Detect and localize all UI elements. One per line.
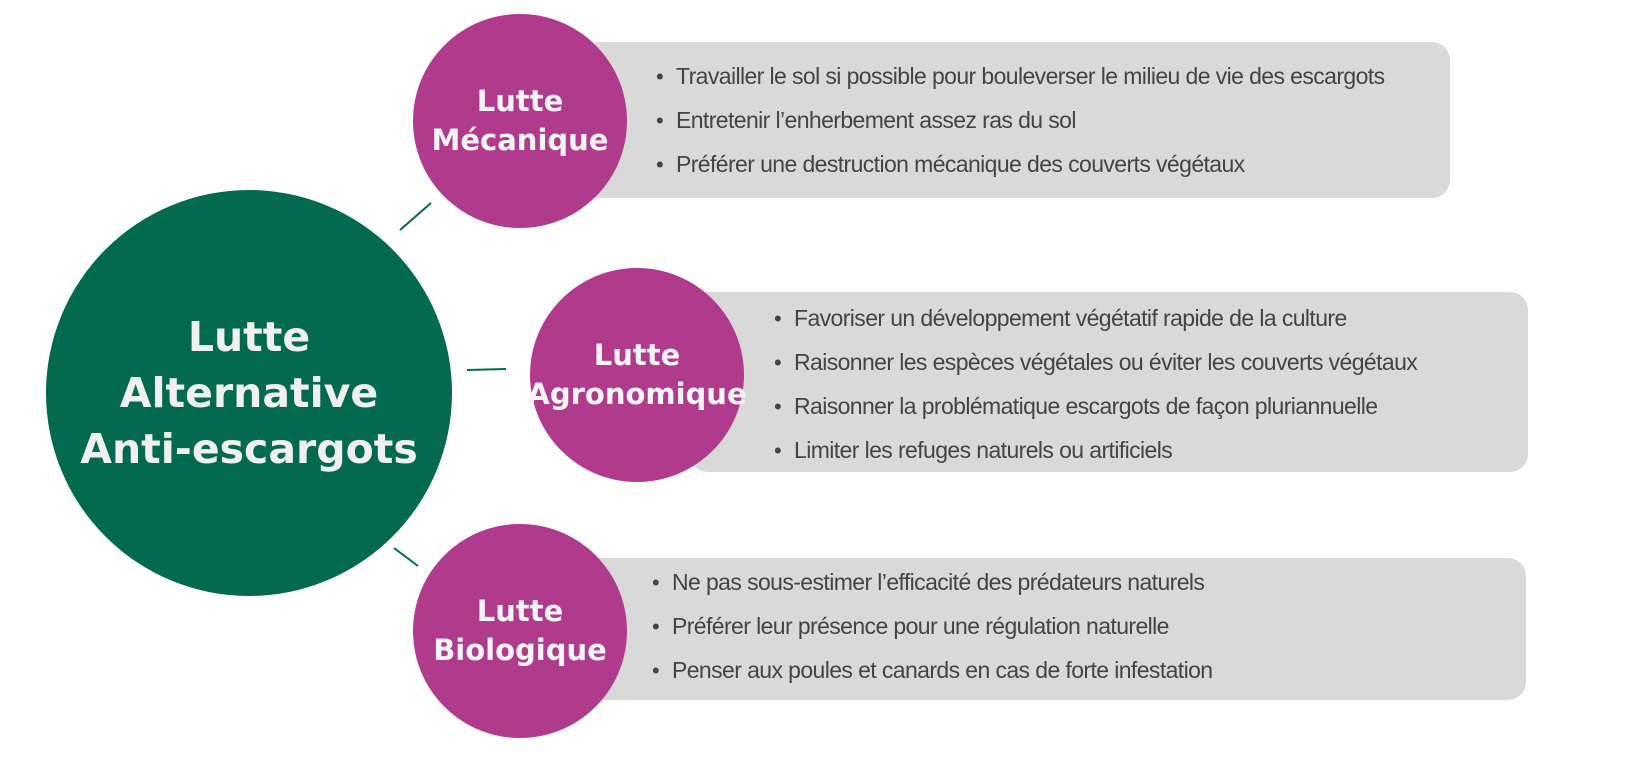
biologique-list — [652, 560, 1526, 692]
bullet-icon: • — [656, 64, 664, 89]
list-item: • Ne pas sous-estimer l’efficacité des prédateurs naturels — [652, 560, 1526, 604]
list-item: • Raisonner la problématique escargots de façon pluriannuelle — [774, 384, 1528, 428]
node-title-line: Agronomique — [527, 377, 747, 411]
mecanique-panel — [580, 42, 1450, 198]
list-item: • Favoriser un développement végétatif rapide de la culture — [774, 296, 1528, 340]
bullet-icon: • — [652, 570, 660, 595]
bullet-icon: • — [652, 658, 660, 683]
central-topic-line: Lutte — [187, 313, 311, 361]
bullet-icon: • — [652, 614, 660, 639]
bullet-icon: • — [656, 152, 664, 177]
connector-bio — [394, 548, 418, 566]
list-item: • Penser aux poules et canards en cas de forte infestation — [652, 648, 1526, 692]
central-topic-line: Anti-escargots — [80, 425, 418, 473]
node-title-line: Mécanique — [431, 123, 609, 157]
list-item: • Préférer une destruction mécanique des couverts végétaux — [656, 142, 1450, 186]
node-title-line: Lutte — [476, 594, 564, 628]
central-topic — [46, 190, 452, 596]
agronomique-panel — [690, 292, 1528, 472]
list-item: • Limiter les refuges naturels ou artificiels — [774, 428, 1528, 472]
list-item: • Préférer leur présence pour une régulation naturelle — [652, 604, 1526, 648]
agronomique-node — [527, 268, 747, 482]
bullet-icon: • — [774, 438, 782, 463]
connector-agro — [467, 369, 506, 370]
bullet-icon: • — [774, 394, 782, 419]
bullet-icon: • — [656, 108, 664, 133]
bullet-icon: • — [774, 350, 782, 375]
list-item: • Entretenir l’enherbement assez ras du sol — [656, 98, 1450, 142]
list-item: • Travailler le sol si possible pour bouleverser le milieu de vie des escargots — [656, 54, 1450, 98]
biologique-panel — [580, 558, 1526, 700]
node-title-line: Lutte — [476, 84, 564, 118]
connector-meca — [400, 203, 431, 230]
mecanique-list — [656, 54, 1450, 186]
node-title-line: Lutte — [593, 338, 681, 372]
list-item: • Raisonner les espèces végétales ou éviter les couverts végétaux — [774, 340, 1528, 384]
agronomique-list — [774, 296, 1528, 472]
node-title-line: Biologique — [433, 633, 607, 667]
mecanique-node — [413, 14, 627, 228]
biologique-node — [413, 524, 627, 738]
bullet-icon: • — [774, 306, 782, 331]
central-topic-line: Alternative — [119, 369, 379, 417]
